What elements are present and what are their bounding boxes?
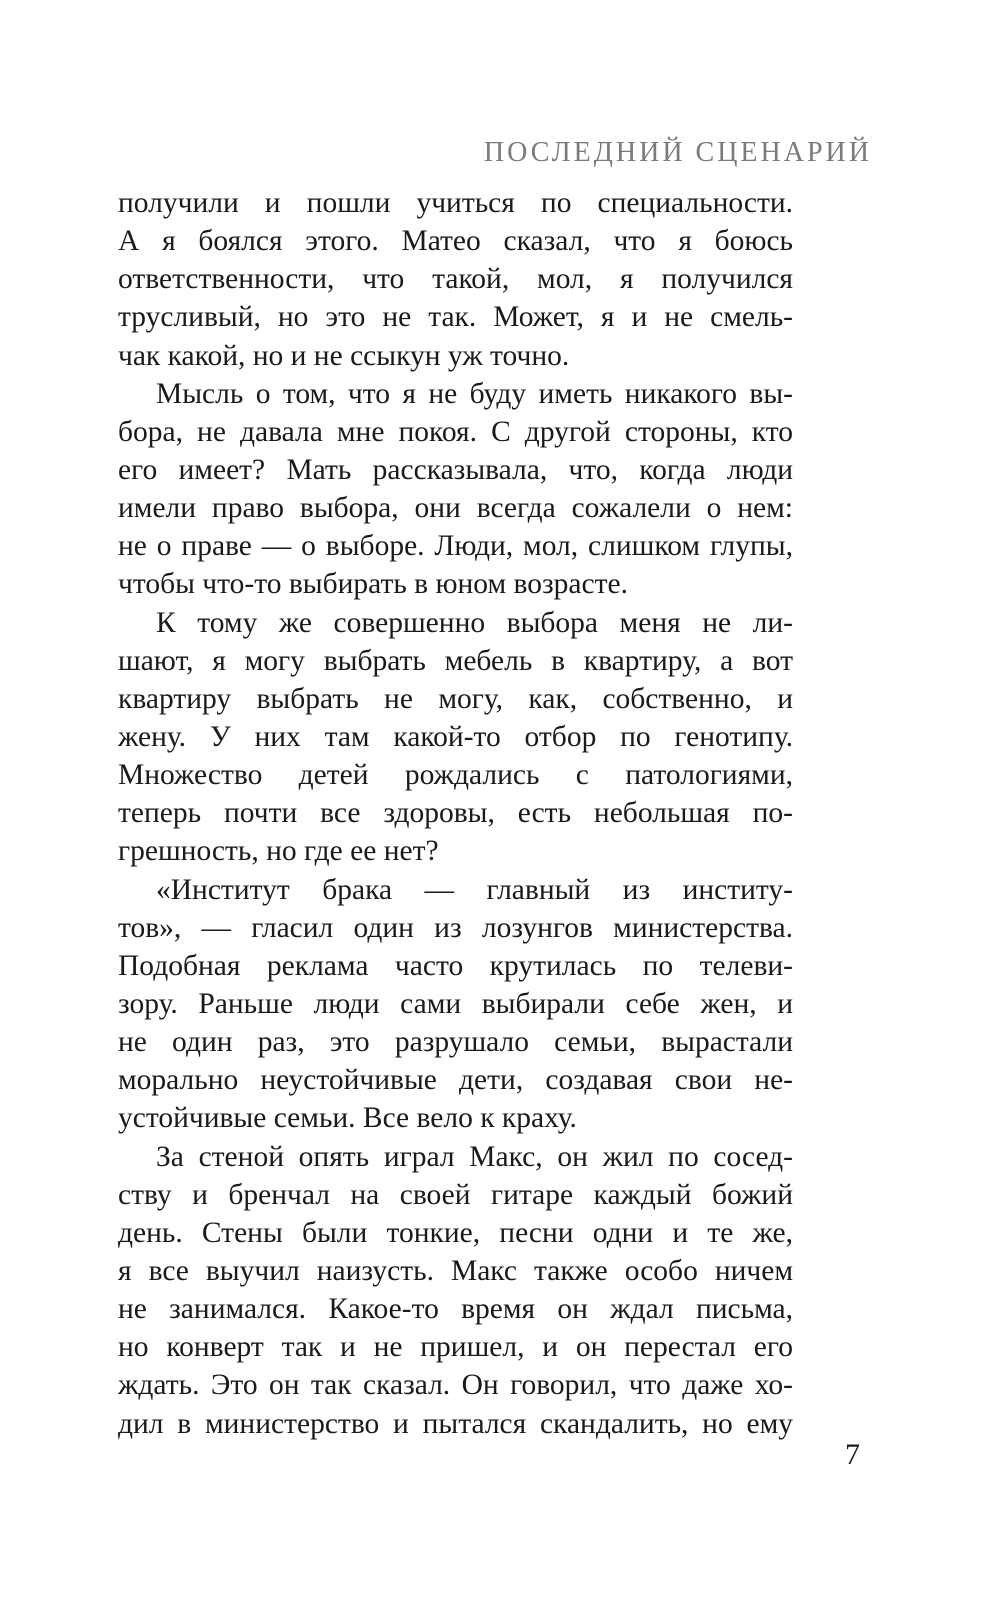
text-line: дил в министерство и пытался скандалить, но ему — [118, 1407, 793, 1440]
text-line: грешность, но где ее нет? — [118, 835, 439, 868]
body-text — [118, 184, 793, 1443]
text-line: Мысль о том, что я не буду иметь никакого вы- — [156, 377, 793, 410]
text-line: день. Стены были тонкие, песни одни и те же, — [118, 1216, 793, 1249]
page-number: 7 — [845, 1438, 860, 1471]
text-line: К тому же совершенно выбора меня не ли- — [156, 606, 793, 639]
text-line: Множество детей рождались с патологиями, — [118, 759, 793, 792]
text-line: ответственности, что такой, мол, я получился — [118, 263, 793, 296]
text-line: но конверт так и не пришел, и он перестал его — [118, 1331, 793, 1364]
text-line: не один раз, это разрушало семьи, вырастали — [118, 1026, 793, 1059]
text-line: За стеной опять играл Макс, он жил по сосед- — [156, 1140, 793, 1173]
text-line: не занимался. Какое-то время он ждал письма, — [118, 1293, 793, 1326]
text-line: имели право выбора, они всегда сожалели о нем: — [118, 492, 793, 525]
paragraph — [118, 184, 793, 375]
text-line: зору. Раньше люди сами выбирали себе жен, и — [118, 987, 793, 1020]
paragraph — [118, 375, 793, 604]
text-line: морально неустойчивые дети, создавая свои не- — [118, 1064, 793, 1097]
text-line: квартиру выбрать не могу, как, собственно, и — [118, 682, 793, 715]
text-line: шают, я могу выбрать мебель в квартиру, а вот — [118, 644, 793, 677]
text-line: Подобная реклама часто крутилась по телеви- — [118, 949, 793, 982]
text-line: устойчивые семьи. Все вело к краху. — [118, 1102, 577, 1135]
text-line: «Институт брака — главный из институ- — [156, 873, 793, 906]
text-line: я все выучил наизусть. Макс также особо ничем — [118, 1254, 793, 1287]
text-line: тов», — гласил один из лозунгов министерства. — [118, 911, 793, 944]
text-line: его имеет? Мать рассказывала, что, когда люди — [118, 453, 793, 486]
text-line: трусливый, но это не так. Может, я и не смель- — [118, 301, 793, 334]
paragraph — [118, 604, 793, 871]
running-header: ПОСЛЕДНИЙ СЦЕНАРИЙ — [483, 137, 872, 168]
text-line: ству и бренчал на своей гитаре каждый божий — [118, 1178, 793, 1211]
text-line: теперь почти все здоровы, есть небольшая по- — [118, 797, 793, 830]
paragraph — [118, 1138, 793, 1443]
text-line: чтобы что-то выбирать в юном возрасте. — [118, 568, 628, 601]
text-line: жену. У них там какой-то отбор по генотипу. — [118, 720, 793, 753]
text-line: ждать. Это он так сказал. Он говорил, что даже хо- — [118, 1369, 793, 1402]
text-line: А я боялся этого. Матео сказал, что я боюсь — [118, 225, 793, 258]
text-line: получили и пошли учиться по специальности. — [118, 187, 793, 219]
text-line: бора, не давала мне покоя. С другой стороны, кто — [118, 415, 793, 448]
text-line: не о праве — о выборе. Люди, мол, слишком глупы, — [118, 530, 793, 563]
text-line: чак какой, но и не ссыкун уж точно. — [118, 339, 570, 372]
paragraph — [118, 871, 793, 1138]
